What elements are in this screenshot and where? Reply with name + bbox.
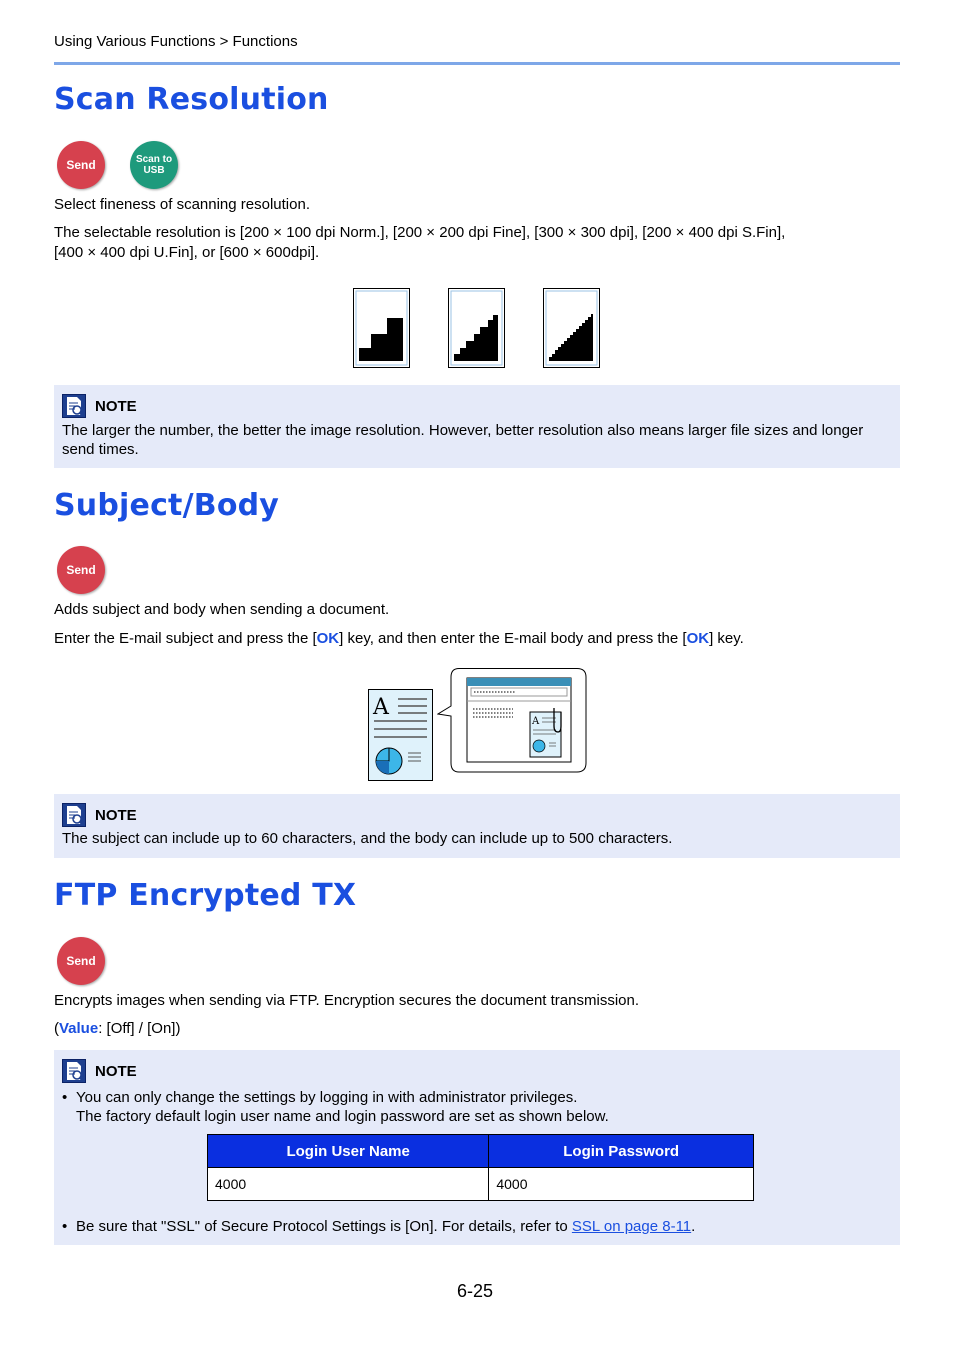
ssl-page-link[interactable]: SSL on page 8-11	[571, 1218, 692, 1235]
scan-resolution-options-line1: The selectable resolution is [200 × 100 dpi Norm.], [200 × 200 dpi Fine], [300 × 300 dpi], [200 × 400 dpi S.Fin],	[54, 224, 786, 241]
note-label: NOTE	[95, 397, 137, 415]
note-icon	[62, 803, 86, 827]
section-title-scan-resolution: Scan Resolution	[54, 82, 329, 117]
note-icon	[62, 1059, 86, 1083]
note-text: The subject can include up to 60 characters, and the body can include up to 500 characters.	[62, 830, 673, 847]
svg-text:A: A	[373, 695, 389, 720]
note-box	[54, 794, 900, 858]
bullet-line: You can only change the settings by logging in with administrator privileges.	[76, 1089, 578, 1106]
send-badge-label: Send	[66, 157, 96, 172]
bullet-dot: •	[62, 1218, 68, 1235]
table-cell: 4000	[489, 1168, 754, 1201]
note-text: The larger the number, the better the image resolution. However, better resolution also means larger file sizes and longer send times.	[62, 422, 864, 458]
document-icon	[368, 689, 434, 782]
bullet-end: .	[691, 1218, 696, 1235]
table-header-cell: Login User Name	[208, 1135, 489, 1168]
value-text: : [Off] / [On])	[98, 1020, 181, 1037]
send-badge	[57, 141, 105, 189]
table-cell: 4000	[208, 1168, 489, 1201]
value-open: (	[54, 1020, 59, 1037]
note-header	[62, 1059, 137, 1083]
note-icon	[62, 394, 86, 418]
scan-to-usb-badge	[130, 141, 178, 189]
send-badge	[57, 937, 105, 985]
table-row	[208, 1168, 754, 1201]
scan-resolution-options-line2: [400 × 400 dpi U.Fin], or [600 × 600dpi].	[54, 244, 320, 261]
email-screen-icon	[437, 668, 587, 773]
breadcrumb: Using Various Functions > Functions	[54, 33, 298, 50]
ok-key: OK	[316, 630, 340, 647]
staircase-resolution-icon	[543, 288, 600, 368]
scan-to-usb-badge-label: Scan to USB	[135, 154, 173, 176]
table-header-row	[208, 1135, 754, 1168]
scan-resolution-desc: Select fineness of scanning resolution.	[54, 196, 310, 213]
ftp-encrypted-desc: Encrypts images when sending via FTP. Encryption secures the document transmission.	[54, 992, 639, 1009]
bullet-text	[76, 1088, 876, 1126]
login-defaults-table	[207, 1134, 754, 1201]
ftp-encrypted-value	[54, 1019, 874, 1039]
note-header	[62, 394, 137, 418]
instruction-text: ] key, and then enter the E-mail body and press the [	[339, 630, 687, 647]
send-badge-label: Send	[66, 953, 96, 968]
section-title-subject-body: Subject/Body	[54, 488, 280, 523]
send-badge-label: Send	[66, 562, 96, 577]
staircase-resolution-icon	[353, 288, 410, 368]
value-label: Value	[59, 1020, 99, 1037]
note-label: NOTE	[95, 1062, 137, 1080]
subject-body-instructions	[54, 629, 874, 649]
header-rule	[54, 62, 900, 65]
instruction-text: ] key.	[709, 630, 744, 647]
note-header	[62, 803, 137, 827]
subject-body-desc: Adds subject and body when sending a document.	[54, 601, 390, 618]
note-box	[54, 385, 900, 468]
instruction-text: Enter the E-mail subject and press the [	[54, 630, 317, 647]
send-badge	[57, 546, 105, 594]
bullet-line: The factory default login user name and login password are set as shown below.	[76, 1108, 609, 1125]
ok-key: OK	[686, 630, 710, 647]
note-bullet	[62, 1217, 882, 1237]
bullet-dot: •	[62, 1089, 68, 1106]
svg-text:A: A	[532, 716, 540, 727]
page-number: 6-25	[457, 1281, 494, 1301]
note-label: NOTE	[95, 806, 137, 824]
staircase-resolution-icon	[448, 288, 505, 368]
table-header-cell: Login Password	[489, 1135, 754, 1168]
bullet-line: Be sure that "SSL" of Secure Protocol Settings is [On]. For details, refer to	[76, 1218, 572, 1235]
bullet-text	[76, 1217, 876, 1236]
note-bullet	[62, 1088, 882, 1128]
section-title-ftp-encrypted-tx: FTP Encrypted TX	[54, 878, 357, 913]
note-box	[54, 1050, 900, 1245]
